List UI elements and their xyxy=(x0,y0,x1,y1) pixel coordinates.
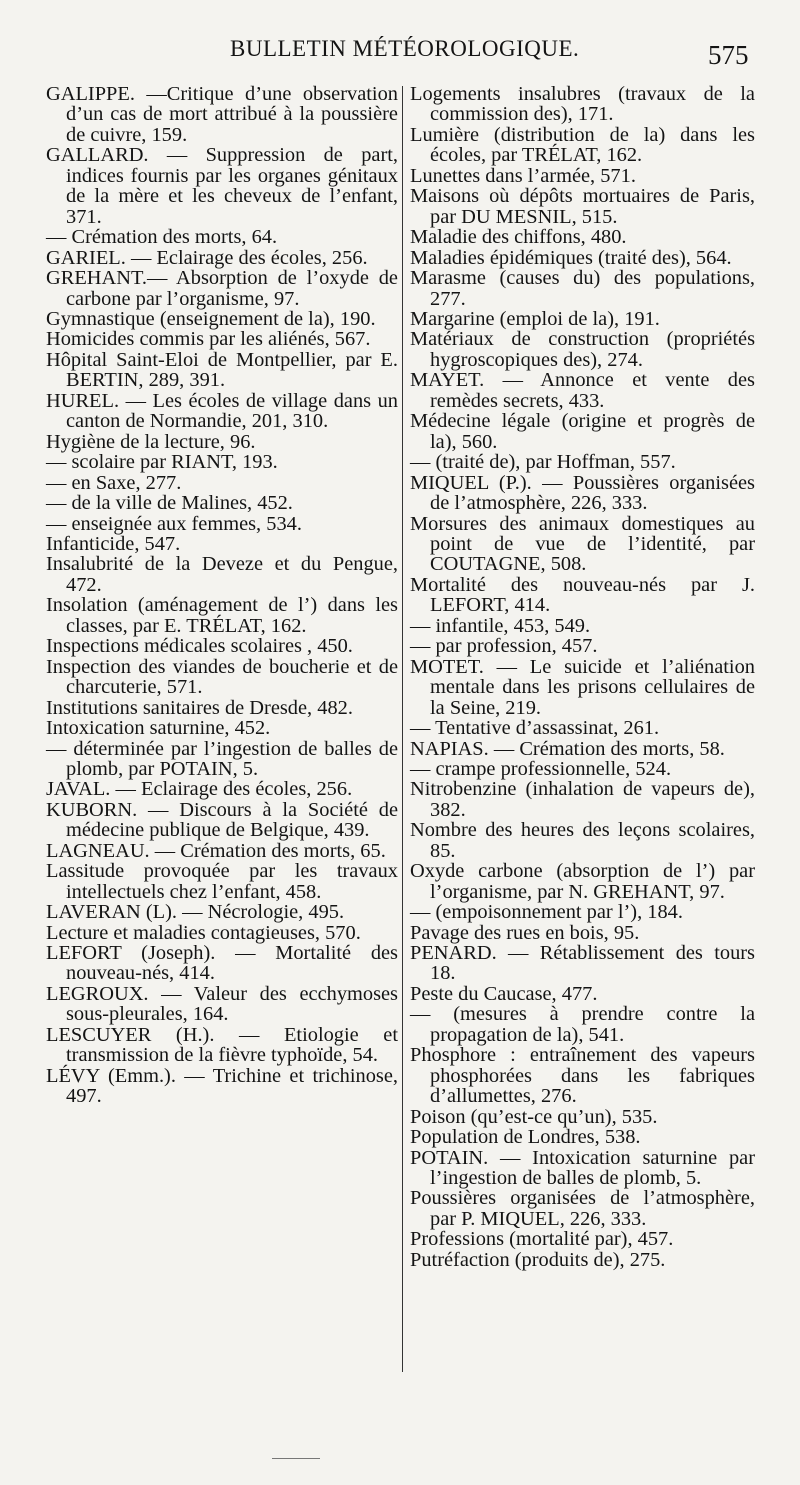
index-entry: Professions (mortalité par), 457. xyxy=(410,1228,674,1251)
index-entry: LEFORT (Joseph). — Mortalité des nouveau-nés, 414. xyxy=(46,942,398,985)
index-entry: Oxyde carbone (absorption de l’) par l’organisme, par N. GREHANT, 97. xyxy=(410,860,755,903)
index-entry: Institutions sanitaires de Dresde, 482. xyxy=(46,696,353,719)
index-entry: — (traité de), par Hoffman, 557. xyxy=(410,451,676,474)
index-entry: Maisons où dépôts mortuaires de Paris, par DU MESNIL, 515. xyxy=(410,185,755,228)
index-entry: Maladie des chiffons, 480. xyxy=(410,226,627,249)
index-entry: LESCUYER (H.). — Etiologie et transmission de la fièvre typhoïde, 54. xyxy=(46,1023,398,1067)
index-entry: Marasme (causes du) des populations, 277. xyxy=(410,267,755,310)
index-entry: POTAIN. — Intoxication saturnine par l’ingestion de balles de plomb, 5. xyxy=(410,1146,755,1190)
index-entry: Insolation (aménagement de l’) dans les classes, par E. TRÉLAT, 162. xyxy=(46,594,398,637)
index-entry: Infanticide, 547. xyxy=(46,532,181,555)
index-entry: Phosphore : entraînement des vapeurs phosphorées dans les fabriques d’allumettes, 276. xyxy=(410,1044,755,1108)
header-title: BULLETIN MÉTÉOROLOGIQUE. xyxy=(230,36,580,61)
index-column-right xyxy=(410,84,755,1270)
index-entry: Nitrobenzine (inhalation de vapeurs de), 382. xyxy=(410,778,755,821)
index-entry: — (empoisonnement par l’), 184. xyxy=(410,901,683,924)
index-entry: MIQUEL (P.). — Poussières organisées de l’atmosphère, 226, 333. xyxy=(410,471,755,515)
index-entry: — (mesures à prendre contre la propagation de la), 541. xyxy=(410,1003,755,1046)
index-entry: JAVAL. — Eclairage des écoles, 256. xyxy=(46,778,353,801)
index-entry: GALLARD. — Suppression de part, indices fournis par les organes génitaux de la mère et les cheveux de l’enfant, 371. xyxy=(46,144,398,228)
index-entry: — par profession, 457. xyxy=(410,635,598,658)
running-header xyxy=(0,36,800,76)
index-entry: Matériaux de construction (propriétés hygroscopiques des), 274. xyxy=(410,328,755,371)
index-entry: Poison (qu’est-ce qu’un), 535. xyxy=(410,1105,658,1128)
index-entry: Homicides commis par les aliénés, 567. xyxy=(46,328,371,351)
index-entry: LEGROUX. — Valeur des ecchymoses sous-pleurales, 164. xyxy=(46,982,398,1026)
index-entry: — Tentative d’assassinat, 261. xyxy=(410,717,660,740)
index-column-left xyxy=(46,84,398,1107)
index-entry: Intoxication saturnine, 452. xyxy=(46,717,271,740)
index-entry: Insalubrité de la Deveze et du Pengue, 472. xyxy=(46,553,398,596)
column-divider xyxy=(402,86,403,1372)
index-entry: Poussières organisées de l’atmosphère, par P. MIQUEL, 226, 333. xyxy=(410,1187,755,1230)
index-entry: GARIEL. — Eclairage des écoles, 256. xyxy=(46,246,368,269)
index-entry: NAPIAS. — Crémation des morts, 58. xyxy=(410,737,725,760)
index-entry: HUREL. — Les écoles de village dans un canton de Normandie, 201, 310. xyxy=(46,389,398,433)
index-entry: KUBORN. — Discours à la Société de médecine publique de Belgique, 439. xyxy=(46,798,398,842)
index-entry: Putréfaction (produits de), 275. xyxy=(410,1248,666,1271)
index-entry: — scolaire par RIANT, 193. xyxy=(46,451,278,474)
index-entry: MOTET. — Le suicide et l’aliénation mentale dans les prisons cellulaires de la Seine, 219. xyxy=(410,655,755,719)
index-entry: Inspections médicales scolaires , 450. xyxy=(46,635,353,658)
index-entry: MAYET. — Annonce et vente des remèdes secrets, 433. xyxy=(410,369,755,412)
index-entry: Médecine légale (origine et progrès de la), 560. xyxy=(410,410,755,453)
index-entry: — crampe professionnelle, 524. xyxy=(410,757,672,780)
index-entry: GREHANT.— Absorption de l’oxyde de carbone par l’organisme, 97. xyxy=(46,267,398,310)
index-entry: — en Saxe, 277. xyxy=(46,471,182,494)
index-entry: Peste du Caucase, 477. xyxy=(410,982,598,1005)
index-entry: LÉVY (Emm.). — Trichine et trichinose, 497. xyxy=(46,1064,398,1108)
index-entry: LAGNEAU. — Crémation des morts, 65. xyxy=(46,839,386,862)
index-entry: Lunettes dans l’armée, 571. xyxy=(410,164,636,187)
index-entry: Inspection des viandes de boucherie et de charcuterie, 571. xyxy=(46,655,398,699)
index-entry: — de la ville de Malines, 452. xyxy=(46,492,293,515)
index-entry: Margarine (emploi de la), 191. xyxy=(410,307,660,330)
index-entry: Hôpital Saint-Eloi de Montpellier, par E. BERTIN, 289, 391. xyxy=(46,348,398,392)
index-entry: Lumière (distribution de la) dans les écoles, par TRÉLAT, 162. xyxy=(410,123,755,167)
index-entry: Population de Londres, 538. xyxy=(410,1126,641,1149)
index-entry: — Crémation des morts, 64. xyxy=(46,226,278,249)
index-entry: Hygiène de la lecture, 96. xyxy=(46,430,256,453)
index-entry: PENARD. — Rétablissement des tours 18. xyxy=(410,942,755,985)
index-entry: LAVERAN (L). — Nécrologie, 495. xyxy=(46,901,345,924)
index-entry: GALIPPE. —Critique d’une observation d’un cas de mort attribué à la poussière de cuivre, 159. xyxy=(46,83,398,146)
page-number: 575 xyxy=(708,40,749,70)
index-entry: Pavage des rues en bois, 95. xyxy=(410,921,640,944)
index-entry: — déterminée par l’ingestion de balles de plomb, par POTAIN, 5. xyxy=(46,737,398,780)
index-entry: Morsures des animaux domestiques au point de vue de l’identité, par COUTAGNE, 508. xyxy=(410,512,755,576)
index-entry: Lecture et maladies contagieuses, 570. xyxy=(46,921,361,944)
index-entry: Logements insalubres (travaux de la commission des), 171. xyxy=(410,83,755,126)
index-entry: — enseignée aux femmes, 534. xyxy=(46,512,302,535)
index-entry: Nombre des heures des leçons scolaires, 85. xyxy=(410,819,755,862)
footer-rule xyxy=(272,1458,320,1459)
index-entry: — infantile, 453, 549. xyxy=(410,614,591,637)
index-entry: Lassitude provoquée par les travaux intellectuels chez l’enfant, 458. xyxy=(46,860,398,903)
index-entry: Maladies épidémiques (traité des), 564. xyxy=(410,246,732,269)
index-entry: Gymnastique (enseignement de la), 190. xyxy=(46,307,376,330)
index-entry: Mortalité des nouveau-nés par J. LEFORT, 414. xyxy=(410,573,755,617)
